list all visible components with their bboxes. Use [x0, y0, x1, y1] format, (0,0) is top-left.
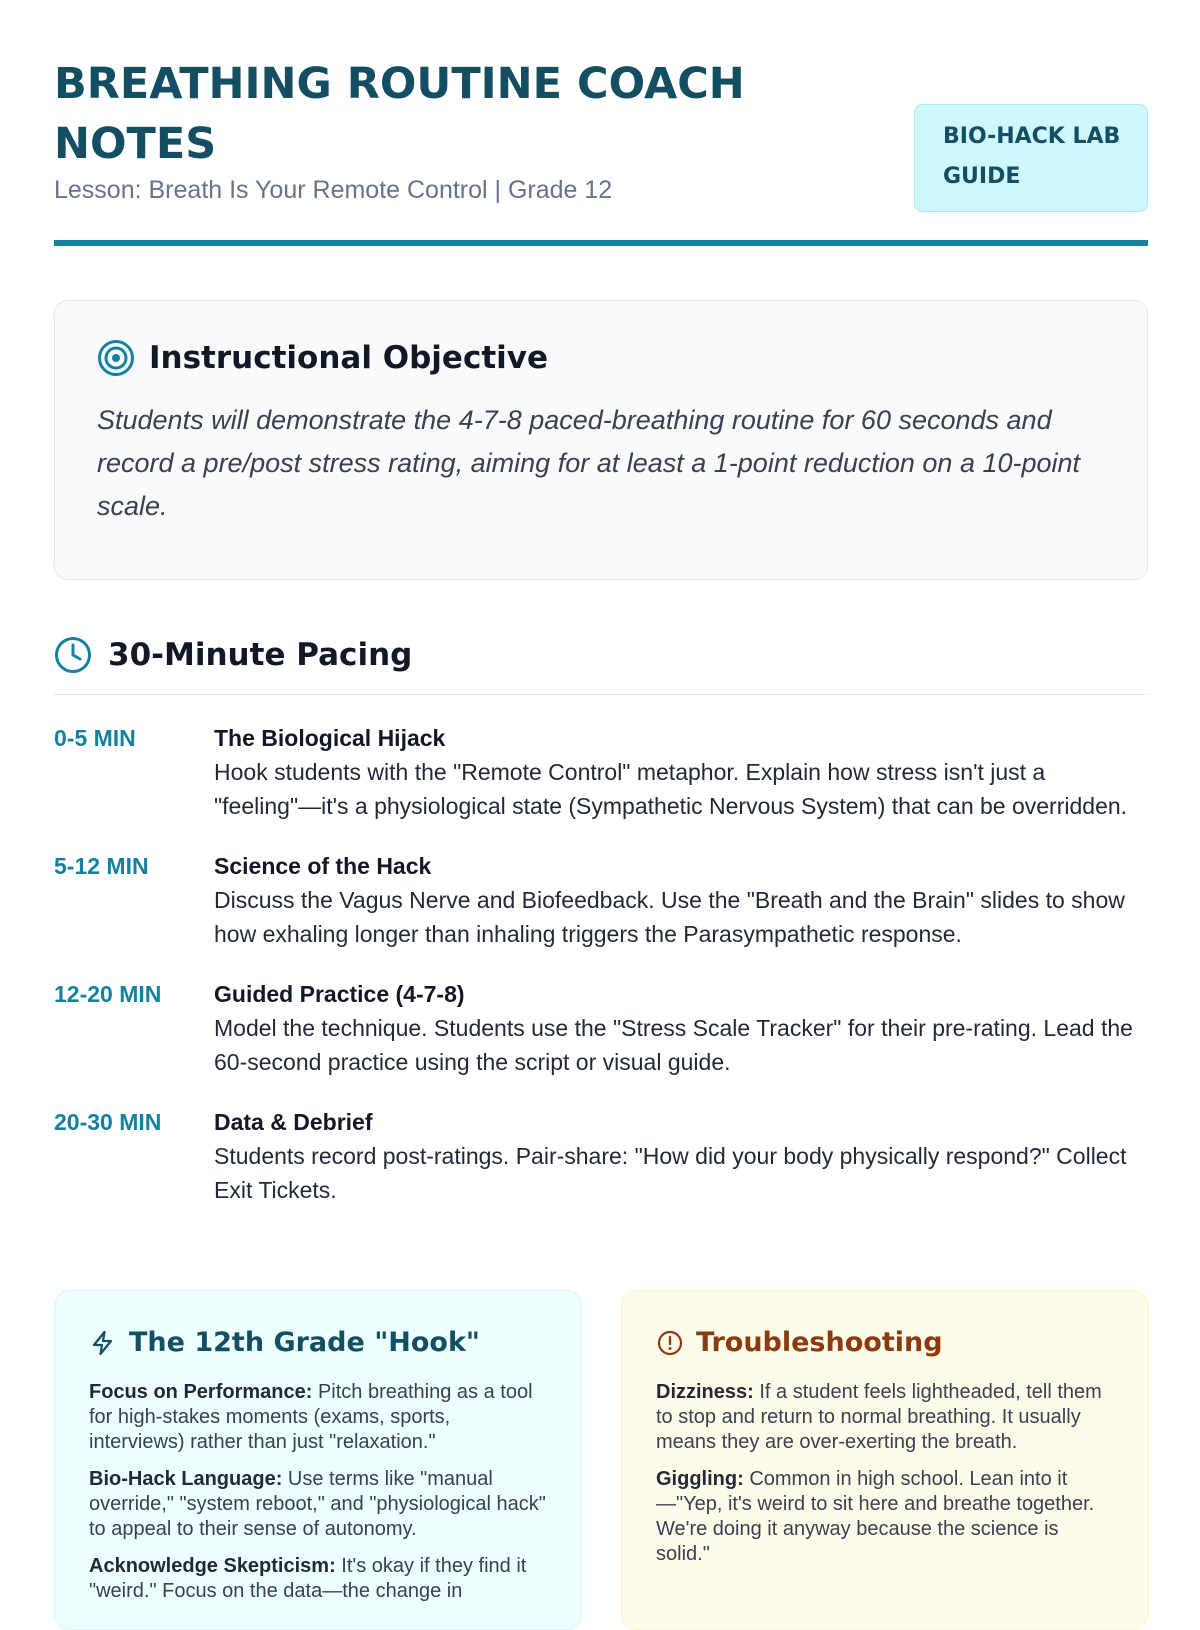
- hook-item-text: Pitch breathing as a tool for high-stakes moments (exams, sports, interviews) rather than just "relaxation.": [89, 1381, 533, 1453]
- pacing-step-title: Guided Practice (4-7-8): [214, 981, 465, 1007]
- hook-item: [89, 1554, 547, 1604]
- pacing-row: [54, 977, 1148, 1079]
- pacing-row: [54, 849, 1148, 951]
- pacing-step-title: Science of the Hack: [214, 853, 432, 879]
- objective-text: Students will demonstrate the 4-7-8 paced-breathing routine for 60 seconds and record a pre/post stress rating, aiming for at least a 1-point reduction on a 10-point scale.: [97, 405, 1081, 521]
- hook-item-label: Bio-Hack Language:: [89, 1468, 283, 1490]
- troubleshooting-item-label: Giggling:: [656, 1468, 744, 1490]
- pacing-list: [54, 721, 1148, 1207]
- pacing-title: 30-Minute Pacing: [108, 637, 413, 673]
- pacing-row: [54, 1105, 1148, 1207]
- hook-item: [89, 1380, 547, 1455]
- page-title: BREATHING ROUTINE COACH NOTES: [54, 59, 745, 169]
- pacing-time: 0-5 MIN: [54, 725, 136, 751]
- clock-icon: [54, 636, 92, 674]
- pacing-step-description: Discuss the Vagus Nerve and Biofeedback. Use the "Breath and the Brain" slides to show how exhaling longer than inhaling triggers the Parasympathetic response.: [214, 887, 1125, 947]
- pacing-time: 5-12 MIN: [54, 853, 149, 879]
- hook-item-label: Focus on Performance:: [89, 1381, 313, 1403]
- troubleshooting-item-text: Common in high school. Lean into it—"Yep, it's weird to sit here and breathe together. We're doing it anyway because the science is solid.": [656, 1468, 1095, 1565]
- troubleshooting-title: Troubleshooting: [696, 1327, 943, 1358]
- pacing-divider: [54, 694, 1148, 695]
- lightning-icon: [89, 1329, 117, 1357]
- objective-title: Instructional Objective: [149, 340, 549, 376]
- hook-title: The 12th Grade "Hook": [129, 1327, 480, 1358]
- pacing-step-title: The Biological Hijack: [214, 725, 446, 751]
- hook-item-text: Use terms like "manual override," "system reboot," and "physiological hack" to appeal to their sense of autonomy.: [89, 1468, 546, 1540]
- pacing-step-title: Data & Debrief: [214, 1109, 373, 1135]
- hook-item-text: It's okay if they find it "weird." Focus on the data—the change in: [89, 1555, 527, 1602]
- hook-item: [89, 1467, 547, 1542]
- troubleshooting-item-label: Dizziness:: [656, 1381, 754, 1403]
- troubleshooting-card: [621, 1290, 1149, 1630]
- objective-panel: [54, 300, 1148, 580]
- page-subtitle: Lesson: Breath Is Your Remote Control | Grade 12: [54, 176, 613, 204]
- hook-card: [54, 1290, 582, 1630]
- guide-badge: BIO-HACK LAB GUIDE: [914, 104, 1148, 212]
- pacing-section: [54, 636, 1148, 1233]
- pacing-row: [54, 721, 1148, 823]
- hook-item-label: Acknowledge Skepticism:: [89, 1555, 336, 1577]
- alert-circle-icon: [656, 1329, 684, 1357]
- pacing-step-description: Hook students with the "Remote Control" metaphor. Explain how stress isn't just a "feeling"—it's a physiological state (Sympathetic Nervous System) that can be overridden.: [214, 759, 1128, 819]
- header-divider: [54, 240, 1148, 246]
- pacing-time: 20-30 MIN: [54, 1109, 162, 1135]
- pacing-time: 12-20 MIN: [54, 981, 162, 1007]
- pacing-step-description: Model the technique. Students use the "Stress Scale Tracker" for their pre-rating. Lead the 60-second practice using the script or visual guide.: [214, 1015, 1133, 1075]
- troubleshooting-item: [656, 1467, 1114, 1567]
- target-icon: [97, 339, 135, 377]
- pacing-step-description: Students record post-ratings. Pair-share: "How did your body physically respond?" Collect Exit Tickets.: [214, 1143, 1127, 1203]
- troubleshooting-item-text: If a student feels lightheaded, tell them to stop and return to normal breathing. It usually means they are over-exerting the breath.: [656, 1381, 1102, 1453]
- page-header: [54, 54, 1148, 205]
- troubleshooting-item: [656, 1380, 1114, 1455]
